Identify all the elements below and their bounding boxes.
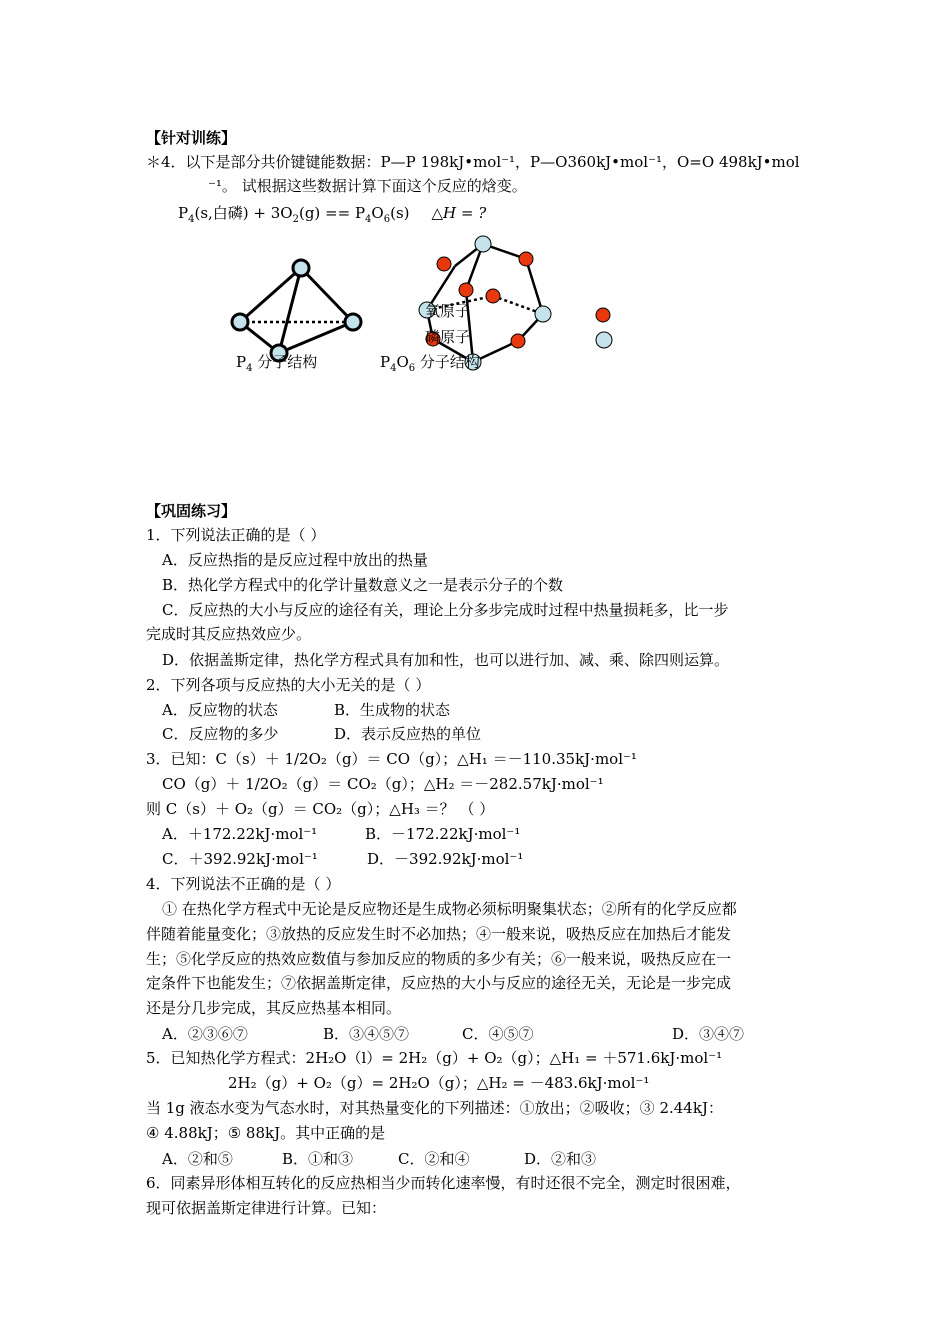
- p4o6-p-atom: [475, 236, 491, 252]
- p4-body-line4: 定条件下也能发生；⑦依据盖斯定律，反应热的大小与反应的途径无关，无论是一步完成: [146, 974, 732, 992]
- p4-bond: [279, 268, 301, 353]
- molecule-figure: [0, 0, 950, 400]
- p4-body-line5: 还是分几步完成，其反应热基本相同。: [146, 999, 402, 1017]
- p5-option-d: D．②和③: [524, 1150, 597, 1168]
- p5-line3: 当 1g 液态水变为气态水时，对其热量变化的下列描述：①放出；②吸收；③ 2.44kJ：: [146, 1099, 723, 1117]
- p5-option-a: A．②和⑤: [162, 1150, 233, 1168]
- section-title-training: 【针对训练】: [146, 129, 237, 147]
- p4-option-b: B．③④⑤⑦: [323, 1025, 410, 1043]
- p5-option-c: C．②和④: [398, 1150, 470, 1168]
- p4-option-d: D．③④⑦: [672, 1025, 745, 1043]
- p4-atom: [345, 314, 361, 330]
- p2-option-c: C．反应物的多少: [162, 725, 279, 743]
- p5-line4: ④ 4.88kJ；⑤ 88kJ。其中正确的是: [146, 1124, 386, 1142]
- legend-phosphorus-icon: [596, 332, 612, 348]
- p4-body-line2: 伴随着能量变化；③放热的反应发生时不必加热；④一般来说，吸热反应在加热后才能发: [146, 925, 732, 943]
- p2-stem: 2．下列各项与反应热的大小无关的是（ ）: [146, 676, 431, 694]
- p3-line2: CO（g）＋ 1/2O₂（g）＝ CO₂（g）；△H₂ ＝－282.57kJ·mol⁻¹: [162, 775, 604, 793]
- p4o6-o-atom: [486, 289, 500, 303]
- q4-equation: $P_4(s$,白磷) + $3O_2(g) == P_4O_6(s)$ △H = ?: [178, 204, 487, 225]
- p4-bond: [301, 268, 353, 322]
- section-title-practice: 【巩固练习】: [146, 502, 237, 520]
- p3-line1: 3．已知：C（s）＋ 1/2O₂（g）＝ CO（g）；△H₁ ＝－110.35kJ·mol⁻¹: [146, 750, 637, 768]
- p1-option-a: A．反应热指的是反应过程中放出的热量: [162, 551, 428, 569]
- p2-option-d: D．表示反应热的单位: [334, 725, 482, 743]
- p5-line2: 2H₂（g）+ O₂（g）= 2H₂O（g）；△H₂ = －483.6kJ·mol⁻¹: [228, 1074, 650, 1092]
- p4-stem: 4．下列说法不正确的是（ ）: [146, 875, 341, 893]
- p4o6-o-atom: [459, 283, 473, 297]
- p4o6-o-atom: [437, 257, 451, 271]
- p2-option-b: B．生成物的状态: [334, 701, 451, 719]
- p4o6-caption: $P_4O_6$ 分子结构: [380, 353, 480, 374]
- legend-oxygen-icon: [596, 308, 610, 322]
- p5-line1: 5．已知热化学方程式：2H₂O（l）= 2H₂（g）+ O₂（g）；△H₁ = ＋571.6kJ·mol⁻¹: [146, 1049, 723, 1067]
- p4-body-line1: ① 在热化学方程式中无论是反应物还是生成物必须标明聚集状态；②所有的化学反应都: [162, 900, 737, 918]
- p1-stem: 1．下列说法正确的是（ ）: [146, 526, 326, 544]
- p4o6-p-atom: [535, 306, 551, 322]
- p2-option-a: A．反应物的状态: [162, 701, 278, 719]
- p5-option-b: B．①和③: [282, 1150, 354, 1168]
- p3-option-c: C．＋392.92kJ·mol⁻¹: [162, 850, 318, 868]
- p3-option-b: B．－172.22kJ·mol⁻¹: [365, 825, 521, 843]
- p4-option-a: A．②③⑥⑦: [162, 1025, 248, 1043]
- p6-line1: 6．同素异形体相互转化的反应热相当少而转化速率慢，有时还很不完全，测定时很困难，: [146, 1174, 741, 1192]
- p3-option-a: A．＋172.22kJ·mol⁻¹: [162, 825, 318, 843]
- q4-line1: ＊4．以下是部分共价键键能数据：P—P 198kJ•mol⁻¹，P—O360kJ•mol⁻¹，O=O 498kJ•mol: [146, 153, 800, 171]
- p3-line3: 则 C（s）＋ O₂（g）＝ CO₂（g）；△H₃ ＝？ （ ）: [146, 800, 495, 818]
- p3-option-d: D．－392.92kJ·mol⁻¹: [367, 850, 524, 868]
- p4-bond: [279, 322, 353, 353]
- p1-option-d: D．依据盖斯定律，热化学方程式具有加和性，也可以进行加、减、乘、除四则运算。: [162, 651, 730, 669]
- p4-structure: [240, 268, 353, 353]
- p1-option-b: B．热化学方程式中的化学计量数意义之一是表示分子的个数: [162, 576, 564, 594]
- p1-option-c-cont: 完成时其反应热效应少。: [146, 625, 312, 643]
- legend-oxygen-label: 氧原子: [425, 302, 471, 320]
- p4o6-o-atom: [519, 252, 533, 266]
- p6-line2: 现可依据盖斯定律进行计算。已知：: [146, 1199, 387, 1217]
- q4-line2: ⁻¹。 试根据这些数据计算下面这个反应的焓变。: [208, 177, 527, 195]
- p4-atom: [232, 314, 248, 330]
- p1-option-c: C．反应热的大小与反应的途径有关，理论上分多步完成时过程中热量损耗多，比一步: [162, 601, 729, 619]
- delta-h: △H = ?: [431, 204, 487, 222]
- legend-phosphorus-label: 磷原子: [425, 328, 471, 346]
- p4-option-c: C．④⑤⑦: [462, 1025, 534, 1043]
- p4-atom: [293, 260, 309, 276]
- p4-bond: [240, 268, 301, 322]
- p4-caption: $P_4$ 分子结构: [236, 353, 318, 374]
- p4o6-o-atom: [511, 334, 525, 348]
- p4-body-line3: 生；⑤化学反应的热效应数值与参加反应的物质的多少有关；⑥一般来说，吸热反应在一: [146, 950, 732, 968]
